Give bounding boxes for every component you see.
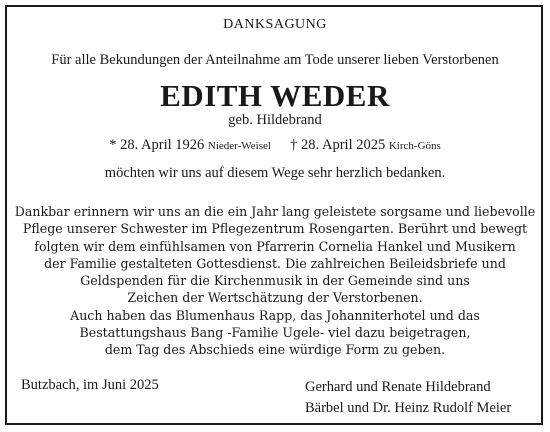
intro-line: Für alle Bekundungen der Anteilnahme am Tode unserer lieben Verstorbenen — [51, 52, 499, 68]
death-place: Kirch-Göns — [388, 140, 441, 152]
gratitude-text — [8, 203, 542, 359]
gratitude-line: folgten wir dem einfühlsamen von Pfarrerin Cornelia Hankel und Musikern — [34, 238, 516, 254]
gratitude-line: Auch haben das Blumenhaus Rapp, das Johanniterhotel und das — [70, 307, 480, 323]
birth-symbol: * — [109, 137, 117, 153]
life-dates — [0, 137, 550, 154]
deceased-name: EDITH WEDER — [160, 78, 390, 113]
signer: Bärbel und Dr. Heinz Rudolf Meier — [305, 400, 512, 416]
signer: Gerhard und Renate Hildebrand — [305, 379, 491, 395]
place-date: Butzbach, im Juni 2025 — [21, 377, 159, 393]
death-symbol: † — [290, 137, 298, 153]
birth-date: 28. April 1926 — [120, 137, 205, 153]
thanks-line: möchten wir uns auf diesem Wege sehr herzlich bedanken. — [104, 165, 446, 181]
gratitude-line: Geldspenden für die Kirchenmusik in der Gemeinde sind uns — [80, 273, 470, 289]
gratitude-line: Dankbar erinnern wir uns an die ein Jahr lang geleistete sorgsame und liebevolle — [14, 204, 536, 219]
gratitude-line: dem Tag des Abschieds eine würdige Form zu geben. — [104, 342, 446, 358]
birth-place: Nieder-Weisel — [207, 140, 271, 152]
notice-heading: DANKSAGUNG — [223, 17, 327, 32]
gratitude-line: Bestattungshaus Bang -Familie Ugele- viel dazu beigetragen, — [79, 325, 471, 341]
gratitude-line: Pflege unserer Schwester im Pflegezentrum Rosengarten. Berührt und bewegt — [22, 221, 528, 237]
gratitude-line: Zeichen der Wertschätzung der Verstorbenen. — [127, 290, 423, 306]
gratitude-line: der Familie gestalteten Gottesdienst. Die zahlreichen Beileidsbriefe und — [44, 255, 506, 271]
death-date: 28. April 2025 — [301, 137, 386, 153]
signers — [305, 377, 511, 419]
maiden-name: geb. Hildebrand — [228, 112, 322, 128]
